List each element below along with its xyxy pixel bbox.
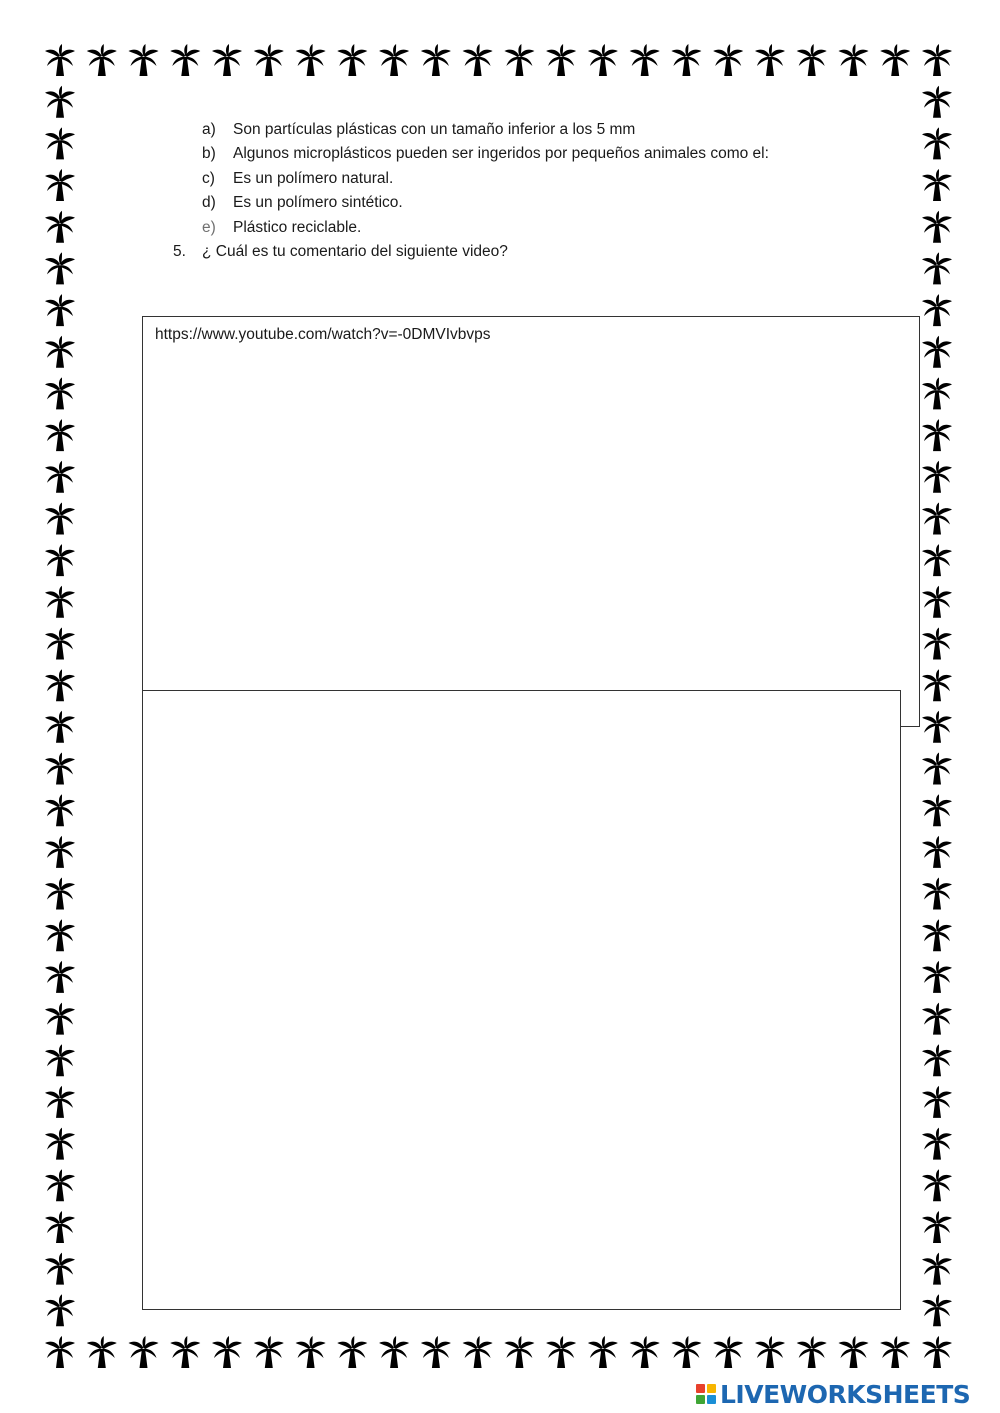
palm-tree-icon (463, 44, 493, 76)
palm-tree-icon (45, 1253, 75, 1285)
palm-tree-icon (922, 169, 952, 201)
palm-tree-icon (671, 44, 701, 76)
option-text: Son partículas plásticas con un tamaño inferior a los 5 mm (233, 121, 636, 138)
palm-tree-icon (45, 1211, 75, 1243)
option-letter: a) (202, 121, 216, 138)
palm-tree-icon (379, 1336, 409, 1368)
palm-tree-icon (922, 1128, 952, 1160)
option-c (202, 169, 393, 189)
logo-square (696, 1395, 705, 1404)
palm-tree-icon (45, 878, 75, 910)
palm-tree-icon (296, 1336, 326, 1368)
palm-tree-icon (922, 1253, 952, 1285)
liveworksheets-logo (696, 1379, 970, 1409)
palm-tree-icon (713, 1336, 743, 1368)
palm-tree-icon (922, 419, 952, 451)
palm-tree-icon (922, 86, 952, 118)
palm-tree-icon (45, 503, 75, 535)
palm-tree-icon (922, 836, 952, 868)
palm-tree-icon (922, 1003, 952, 1035)
palm-tree-icon (337, 44, 367, 76)
palm-tree-icon (45, 419, 75, 451)
palm-tree-icon (87, 1336, 117, 1368)
logo-mark-icon (696, 1384, 716, 1404)
palm-tree-icon (296, 44, 326, 76)
palm-tree-icon (170, 44, 200, 76)
palm-tree-icon (797, 44, 827, 76)
palm-tree-icon (45, 336, 75, 368)
palm-tree-icon (922, 711, 952, 743)
option-a (202, 120, 635, 140)
palm-tree-icon (45, 86, 75, 118)
palm-tree-icon (922, 44, 952, 76)
palm-tree-icon (588, 44, 618, 76)
palm-tree-icon (922, 586, 952, 618)
palm-tree-icon (922, 544, 952, 576)
palm-tree-icon (839, 1336, 869, 1368)
palm-tree-icon (922, 127, 952, 159)
option-letter: d) (202, 194, 216, 211)
palm-tree-icon (45, 586, 75, 618)
palm-tree-icon (922, 252, 952, 284)
palm-tree-icon (421, 44, 451, 76)
palm-tree-icon (588, 1336, 618, 1368)
palm-tree-icon (254, 1336, 284, 1368)
palm-tree-icon (170, 1336, 200, 1368)
option-letter: b) (202, 145, 216, 162)
palm-tree-icon (546, 1336, 576, 1368)
palm-tree-icon (45, 377, 75, 409)
comment-answer-box[interactable] (142, 690, 901, 1310)
palm-tree-icon (922, 1211, 952, 1243)
logo-square (696, 1384, 705, 1393)
palm-tree-icon (671, 1336, 701, 1368)
palm-tree-icon (922, 1294, 952, 1326)
palm-tree-icon (463, 1336, 493, 1368)
palm-tree-icon (45, 836, 75, 868)
logo-square (707, 1395, 716, 1404)
palm-tree-icon (546, 44, 576, 76)
palm-tree-icon (922, 919, 952, 951)
palm-tree-icon (922, 461, 952, 493)
palm-tree-icon (922, 628, 952, 660)
palm-tree-icon (755, 44, 785, 76)
palm-tree-icon (45, 753, 75, 785)
palm-tree-icon (45, 294, 75, 326)
palm-tree-icon (45, 169, 75, 201)
palm-tree-icon (45, 127, 75, 159)
palm-tree-icon (797, 1336, 827, 1368)
option-text: Es un polímero natural. (233, 170, 394, 187)
option-text: Algunos microplásticos pueden ser ingeridos por pequeños animales como el: (233, 145, 769, 162)
palm-tree-icon (504, 44, 534, 76)
logo-square (707, 1384, 716, 1393)
palm-tree-icon (922, 503, 952, 535)
palm-tree-icon (45, 1044, 75, 1076)
palm-tree-icon (922, 1169, 952, 1201)
palm-tree-icon (45, 252, 75, 284)
palm-tree-icon (713, 44, 743, 76)
palm-tree-icon (922, 1044, 952, 1076)
question-number: 5. (173, 243, 186, 260)
video-answer-box[interactable] (142, 316, 920, 727)
palm-tree-icon (45, 669, 75, 701)
palm-tree-icon (880, 1336, 910, 1368)
palm-tree-icon (421, 1336, 451, 1368)
palm-tree-icon (45, 628, 75, 660)
palm-tree-icon (922, 961, 952, 993)
palm-tree-icon (922, 1336, 952, 1368)
palm-tree-icon (880, 44, 910, 76)
palm-tree-icon (45, 544, 75, 576)
palm-tree-icon (45, 711, 75, 743)
palm-tree-icon (45, 1336, 75, 1368)
option-letter: e) (202, 219, 216, 236)
palm-tree-icon (379, 44, 409, 76)
palm-tree-icon (87, 44, 117, 76)
palm-tree-icon (45, 211, 75, 243)
question-text: ¿ Cuál es tu comentario del siguiente video? (202, 243, 508, 260)
palm-tree-icon (755, 1336, 785, 1368)
palm-tree-icon (922, 1086, 952, 1118)
option-d (202, 193, 403, 213)
palm-tree-icon (922, 377, 952, 409)
video-url[interactable]: https://www.youtube.com/watch?v=-0DMVIvbvps (155, 326, 491, 343)
palm-tree-icon (45, 919, 75, 951)
palm-tree-icon (839, 44, 869, 76)
palm-tree-icon (45, 794, 75, 826)
palm-tree-icon (922, 336, 952, 368)
option-b (202, 144, 769, 164)
question-5 (173, 242, 508, 262)
option-text: Plástico reciclable. (233, 219, 362, 236)
palm-tree-icon (922, 669, 952, 701)
palm-tree-icon (45, 44, 75, 76)
palm-tree-icon (129, 1336, 159, 1368)
palm-tree-icon (45, 1294, 75, 1326)
logo-text: LIVEWORKSHEETS (720, 1379, 971, 1409)
option-text: Es un polímero sintético. (233, 194, 403, 211)
palm-tree-icon (922, 794, 952, 826)
palm-tree-icon (212, 44, 242, 76)
palm-tree-icon (337, 1336, 367, 1368)
palm-tree-icon (45, 461, 75, 493)
palm-tree-icon (254, 44, 284, 76)
option-letter: c) (202, 170, 215, 187)
palm-tree-icon (45, 1003, 75, 1035)
palm-tree-icon (129, 44, 159, 76)
palm-tree-icon (630, 44, 660, 76)
palm-tree-icon (922, 294, 952, 326)
palm-tree-icon (630, 1336, 660, 1368)
palm-tree-icon (45, 1169, 75, 1201)
option-e (202, 218, 361, 238)
palm-tree-icon (45, 1128, 75, 1160)
palm-tree-icon (212, 1336, 242, 1368)
palm-tree-icon (45, 1086, 75, 1118)
palm-tree-icon (45, 961, 75, 993)
palm-tree-icon (922, 878, 952, 910)
palm-tree-icon (504, 1336, 534, 1368)
palm-tree-icon (922, 211, 952, 243)
palm-tree-icon (922, 753, 952, 785)
